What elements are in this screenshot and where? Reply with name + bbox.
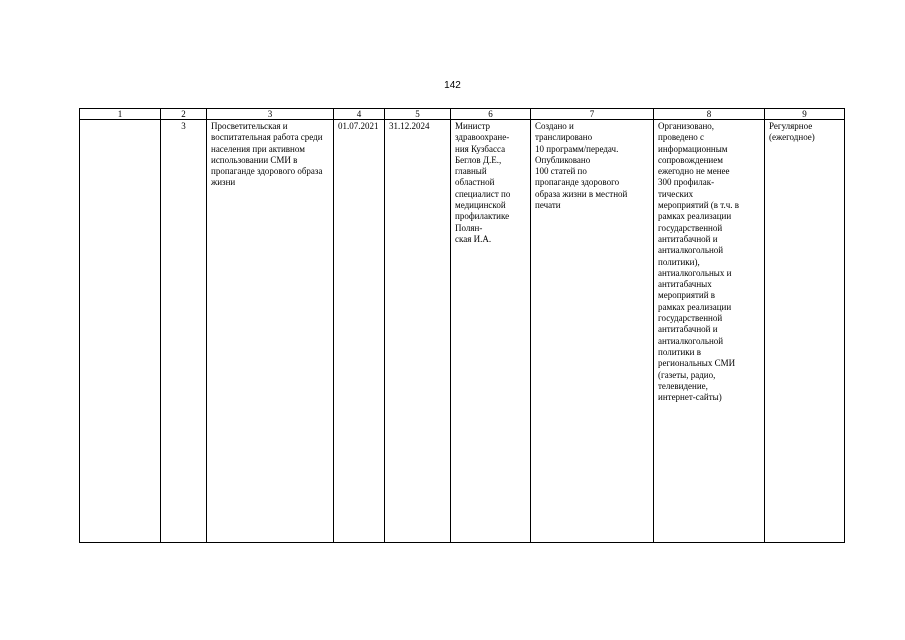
cell-line: печати <box>535 200 561 211</box>
cell-line: образа жизни в местной <box>535 188 628 199</box>
cell-line: рамках реализации <box>658 301 732 312</box>
page-number: 142 <box>444 80 461 91</box>
cell-line: телевидение, <box>658 380 708 391</box>
cell-line: 100 статей по <box>535 166 587 177</box>
cell-line: политики в <box>658 346 701 357</box>
cell-line: рамках реализации <box>658 211 732 222</box>
cell-line: антиалкогольных и <box>658 267 732 278</box>
cell-line: Беглов Д.Е., <box>455 154 502 165</box>
column-header-8: 8 <box>654 109 765 120</box>
cell-line: 300 профилак- <box>658 177 715 188</box>
cell-line: государственной <box>658 313 723 324</box>
cell-line: антитабачных <box>658 279 712 290</box>
column-header-3: 3 <box>207 109 334 120</box>
table-row <box>80 120 845 543</box>
cell-outcome <box>654 120 765 543</box>
column-header-4: 4 <box>334 109 385 120</box>
cell-line: Министр <box>455 121 490 131</box>
cell-line: политики), <box>658 256 700 267</box>
cell-line: медицинской <box>455 200 506 211</box>
cell-line: (ежегодное) <box>769 132 815 143</box>
column-header-5: 5 <box>385 109 451 120</box>
cell-line: антиалкогольной <box>658 335 724 346</box>
cell-line: государственной <box>658 222 723 233</box>
cell-start-date: 01.07.2021 <box>334 120 385 543</box>
cell-end-date: 31.12.2024 <box>385 120 451 543</box>
cell-line: пропаганде здорового <box>535 177 620 188</box>
header-row <box>80 109 845 120</box>
cell-line: интернет-сайты) <box>658 392 722 403</box>
column-header-1: 1 <box>80 109 161 120</box>
plan-table <box>79 108 845 543</box>
cell-line: специалист по <box>455 188 511 199</box>
cell-line: мероприятий в <box>658 290 716 301</box>
cell-line: региональных СМИ <box>658 358 736 369</box>
cell-responsible <box>451 120 531 543</box>
cell-line: проведено с <box>658 132 705 143</box>
cell-line: областной <box>455 177 495 188</box>
cell-line: антитабачной и <box>658 324 718 335</box>
column-header-2: 2 <box>161 109 207 120</box>
cell-line: (газеты, радио, <box>658 369 716 380</box>
cell-line: антитабачной и <box>658 233 718 244</box>
cell-line: 10 программ/передач. <box>535 143 619 154</box>
cell-line: мероприятий (в т.ч. в <box>658 200 740 211</box>
cell-line: ская И.А. <box>455 233 492 244</box>
cell-line: Опубликовано <box>535 154 591 165</box>
cell-line: ния Кузбасса <box>455 143 506 154</box>
cell-line: тических <box>658 188 694 199</box>
cell-line: антиалкогольной <box>658 245 724 256</box>
cell-line: Полян- <box>455 222 483 233</box>
cell-empty <box>80 120 161 543</box>
cell-line: профилактике <box>455 211 510 222</box>
cell-frequency <box>765 120 845 543</box>
cell-line: Регулярное <box>769 121 813 131</box>
cell-line: сопровождением <box>658 154 723 165</box>
cell-result <box>531 120 654 543</box>
cell-line: ежегодно не менее <box>658 166 730 177</box>
cell-line: транслировано <box>535 132 593 143</box>
cell-item-number: 3 <box>161 120 207 543</box>
cell-line: здравоохране- <box>455 132 510 143</box>
cell-line: Организовано, <box>658 121 715 131</box>
cell-line: информационным <box>658 143 728 154</box>
cell-line: Создано и <box>535 121 574 131</box>
cell-activity-name: Просветительская и воспитательная работа среди населения при активном использовании СМИ в пропаганде здорового образа жизни <box>207 120 334 543</box>
column-header-7: 7 <box>531 109 654 120</box>
column-header-9: 9 <box>765 109 845 120</box>
column-header-6: 6 <box>451 109 531 120</box>
cell-line: главный <box>455 166 487 177</box>
